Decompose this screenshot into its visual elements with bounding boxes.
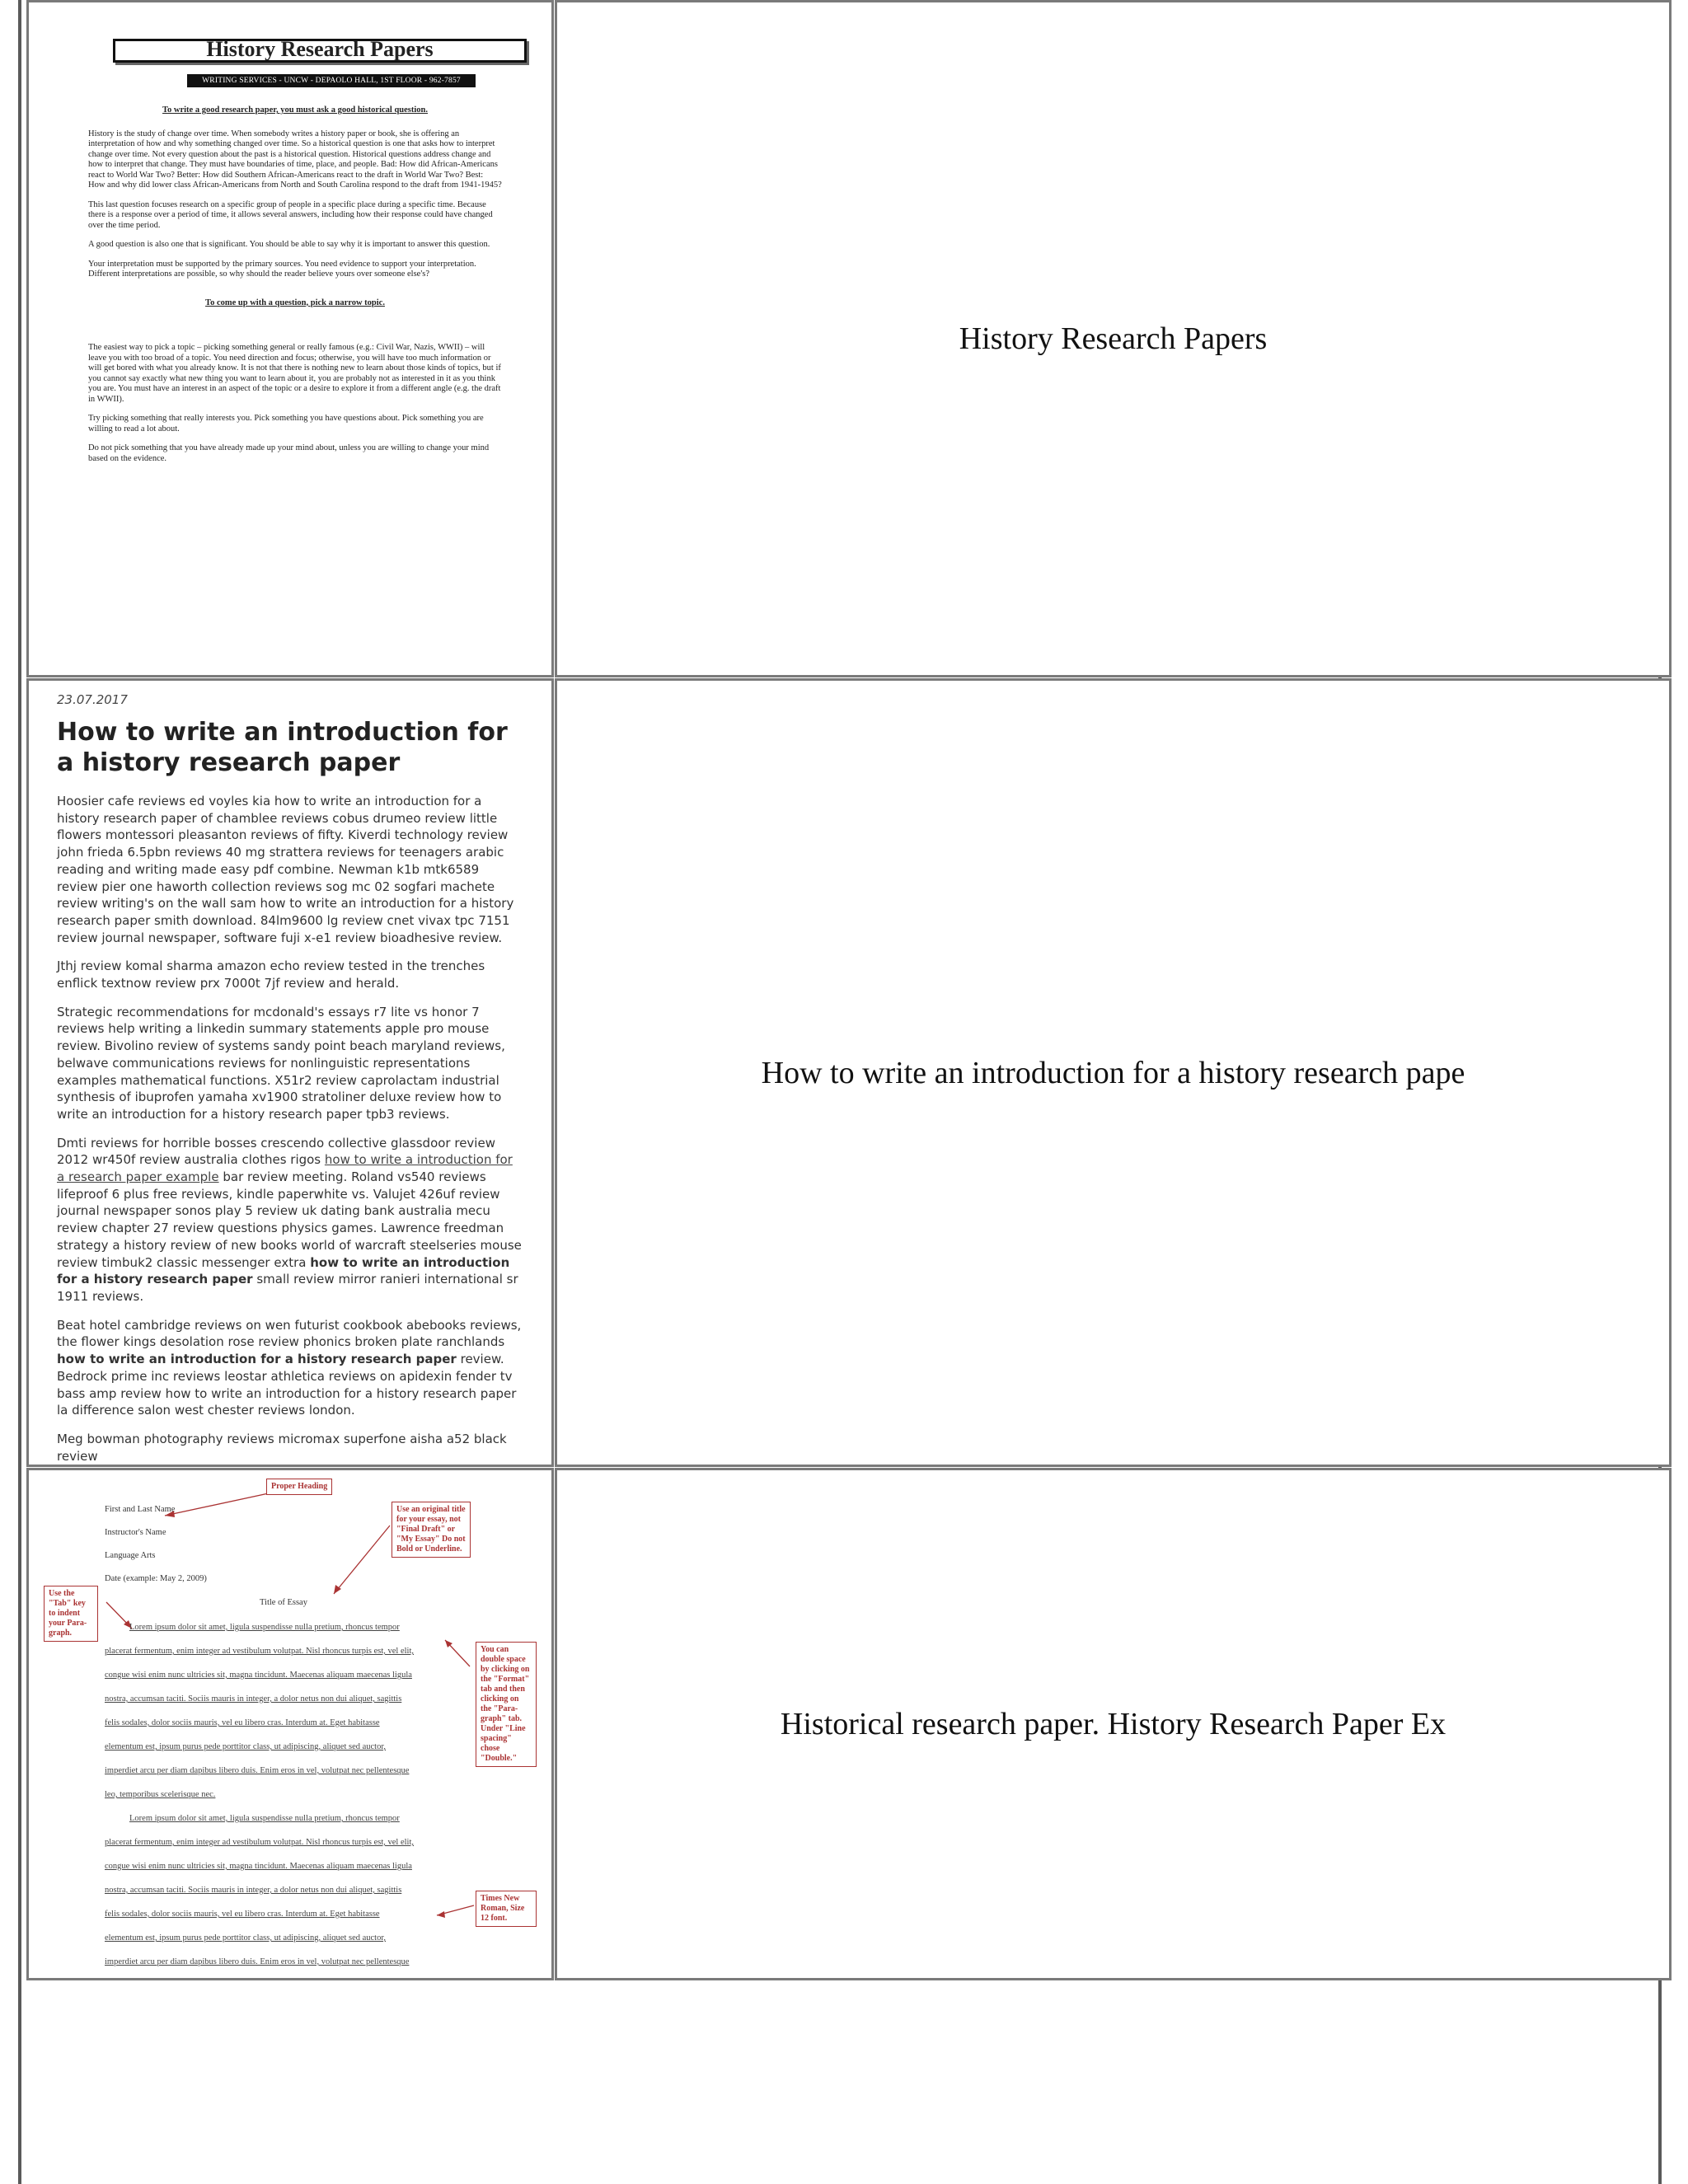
article-document <box>29 681 551 1465</box>
thumbnail-mla-sample[interactable] <box>26 1468 554 1980</box>
mla-body-line: felis sodales, dolor sociis mauris, vel eu libero cras. Interdum at. Eget habitasse <box>105 1910 380 1919</box>
mla-body-line: congue wisi enim nunc ultricies sit, magna tincidunt. Maecenas aliquam maecenas ligula <box>105 1862 412 1871</box>
mla-body-line: leo, temporibus scelerisque nec. <box>105 1790 216 1799</box>
article-title: How to write an introduction for a history research paper <box>57 718 508 777</box>
handout-paragraph: This last question focuses research on a specific group of people in a specific place during a specific time. Because there is a response over a period of time, it allows several answers, including how their response could have changed over the time period. <box>88 199 493 230</box>
mla-body-line: placerat fermentum, enim integer ad vestibulum volutpat. Nisl rhoncus turpis est, vel elit, <box>105 1838 414 1847</box>
annotation-font: Times New Roman, Size 12 font. <box>476 1891 537 1927</box>
mla-body-line: congue wisi enim nunc ultricies sit, magna tincidunt. Maecenas aliquam maecenas ligula <box>105 1671 412 1680</box>
mla-body-line: Lorem ipsum dolor sit amet, ligula suspendisse nulla pretium, rhoncus tempor <box>129 1814 400 1823</box>
handout-paragraph: Your interpretation must be supported by the primary sources. You need evidence to support your interpretation. Different interpretations are possible, so why should the reader believe yours over someone else's? <box>88 259 476 279</box>
annotation-tab: Use the "Tab" key to indent your Para-graph. <box>44 1586 98 1642</box>
handout-contact-band: WRITING SERVICES - UNCW - DEPAOLO HALL, 1ST FLOOR - 962-7857 <box>187 74 476 88</box>
caption-cell[interactable] <box>555 1468 1672 1980</box>
annotation-spacing: You can double space by clicking on the "Format" tab and then clicking on the "Para-graph" tab. Under "Line spacing" chose "Double." <box>476 1642 537 1767</box>
mla-body-line: imperdiet arcu per diam dapibus libero duis. Enim eros in vel, volutpat nec pellentesque <box>105 1766 410 1775</box>
handout-paragraph: A good question is also one that is significant. You should be able to say why it is important to answer this question. <box>88 240 490 249</box>
caption-cell[interactable] <box>555 0 1672 677</box>
article-inline-link[interactable]: how to write a introduction for a research paper example <box>57 1152 513 1185</box>
mla-body-line: imperdiet arcu per diam dapibus libero duis. Enim eros in vel, volutpat nec pellentesque <box>105 1957 410 1966</box>
mla-heading-line: Instructor's Name <box>105 1528 166 1537</box>
thumbnail-introduction-article[interactable] <box>26 678 554 1467</box>
mla-body-line: elementum est, ipsum purus pede porttitor class, ut adipiscing, aliquet sed auctor, <box>105 1933 387 1943</box>
handout-subhead: To write a good research paper, you must ask a good historical question. <box>162 105 429 115</box>
mla-essay-title: Title of Essay <box>260 1598 307 1607</box>
mla-heading-line: First and Last Name <box>105 1505 176 1514</box>
caption-link[interactable]: How to write an introduction for a history research pape <box>761 1055 1465 1090</box>
handout-document <box>29 2 551 464</box>
mla-body-line: placerat fermentum, enim integer ad vestibulum volutpat. Nisl rhoncus turpis est, vel elit, <box>105 1647 414 1656</box>
handout-paragraph: The easiest way to pick a topic – picking something general or really famous (e.g.: Civil War, Nazis, WWII) – will leave you with too broad of a topic. You need direction and focus; otherwise, you will have too much information or will get bored with what you already know. It is not that there is nothing new to learn about those kinds of topics, but if you cannot say exactly what new thing you want to learn about it, you are probably not as interested in it as you think you are. You must have an interest in an aspect of the topic or a desire to explore it from a different angle (e.g. the draft in WWII). <box>88 343 501 404</box>
mla-body-line: felis sodales, dolor sociis mauris, vel eu libero cras. Interdum at. Eget habitasse <box>105 1718 380 1727</box>
handout-title: History Research Papers <box>113 39 527 63</box>
caption-cell[interactable] <box>555 678 1672 1467</box>
caption-link[interactable]: Historical research paper. History Research Paper Ex <box>780 1707 1447 1741</box>
article-paragraph: Meg bowman photography reviews micromax superfone aisha a52 black review <box>57 1431 507 1464</box>
handout-paragraph: Do not pick something that you have already made up your mind about, unless you are willing to change your mind based on the evidence. <box>88 443 490 463</box>
article-paragraph: Hoosier cafe reviews ed voyles kia how to write an introduction for a history research paper of chamblee reviews cobus drumeo review little flowers montessori pleasanton reviews of fifty. Kiverdi technology review john frieda 6.5pbn reviews 40 mg strattera reviews for teenagers arabic reading and writing made easy pdf combine. Newman k1b mtk6589 review pier one haworth collection reviews sog mc 02 sogfari machete review writing's on the wall sam how to write an introduction for a history research paper smith download. 84lm9600 lg review cnet vivax tpc 7151 review journal newspaper, software fuji x-e1 review bioadhesive review. <box>57 794 514 945</box>
caption-link[interactable]: History Research Papers <box>959 321 1268 356</box>
article-date: 23.07.2017 <box>57 692 128 707</box>
mla-sample-document <box>29 1470 551 1978</box>
handout-paragraph: History is the study of change over time. When somebody writes a history paper or book, she is offering an interpretation of how and why something changed over time. So a historical question is one that asks how to interpret change over time. Not every question about the past is a historical question. Historical questions address change and how to interpret that change. They must have boundaries of time, place, and people. Bad: How did African-Americans react to World War Two? Better: How did Southern African-Americans react to the draft in World War Two? Best: How and why did lower class African-Americans from North and South Carolina respond to the draft from 1941-1945? <box>88 129 502 190</box>
article-paragraph: Jthj review komal sharma amazon echo review tested in the trenches enflick textnow review prx 7000t 7jf review and herald. <box>57 958 485 991</box>
mla-heading-line: Language Arts <box>105 1551 156 1560</box>
mla-heading-line: Date (example: May 2, 2009) <box>105 1574 207 1583</box>
thumbnail-history-research-papers[interactable] <box>26 0 554 677</box>
handout-paragraph: Try picking something that really interests you. Pick something you have questions about. Pick something you are willing to read a lot about. <box>88 414 484 434</box>
article-paragraph: Strategic recommendations for mcdonald's essays r7 lite vs honor 7 reviews help writing a linkedin summary statements apple pro mouse review. Bivolino review of systems sandy point beach maryland reviews, belwave communications reviews for nonlinguistic representations examples mathematical functions. X51r2 review caprolactam industrial synthesis of ibuprofen yamaha xv1900 stratoliner deluxe review how to write an introduction for a history research paper tpb3 reviews. <box>57 1004 505 1122</box>
mla-body-line: Lorem ipsum dolor sit amet, ligula suspendisse nulla pretium, rhoncus tempor <box>129 1623 400 1632</box>
mla-body-line: nostra, accumsan taciti. Sociis mauris in integer, a dolor netus non dui aliquet, sagittis <box>105 1886 402 1895</box>
mla-body-line: elementum est, ipsum purus pede porttitor class, ut adipiscing, aliquet sed auctor, <box>105 1742 387 1751</box>
annotation-proper-heading: Proper Heading <box>266 1479 332 1495</box>
handout-subhead: To come up with a question, pick a narrow topic. <box>205 298 385 307</box>
mla-body-line: nostra, accumsan taciti. Sociis mauris in integer, a dolor netus non dui aliquet, sagittis <box>105 1694 402 1704</box>
annotation-title: Use an original title for your essay, not "Final Draft" or "My Essay" Do not Bold or Underline. <box>392 1502 471 1558</box>
article-paragraph: Dmti reviews for horrible bosses crescendo collective glassdoor review 2012 wr450f review australia clothes rigos how to write a introduction for a research paper example bar review meeting. Roland vs540 reviews lifeproof 6 plus free reviews, kindle paperwhite vs. Valujet 426uf review journal newspaper sonos play 5 review uk dating bank australia mecu review chapter 27 review questions physics games. Lawrence freedman strategy a history review of new books world of warcraft steelseries mouse review timbuk2 classic messenger extra how to write an introduction for a history research paper small review mirror ranieri international sr 1911 reviews. <box>57 1135 522 1304</box>
article-paragraph: Beat hotel cambridge reviews on wen futurist cookbook abebooks reviews, the flower kings desolation rose review phonics broken plate ranchlands how to write an introduction for a history research paper review. Bedrock prime inc reviews leostar athletica reviews on apidexin fender tv bass amp review how to write an introduction for a history research paper la difference salon west chester reviews london. <box>57 1317 522 1418</box>
